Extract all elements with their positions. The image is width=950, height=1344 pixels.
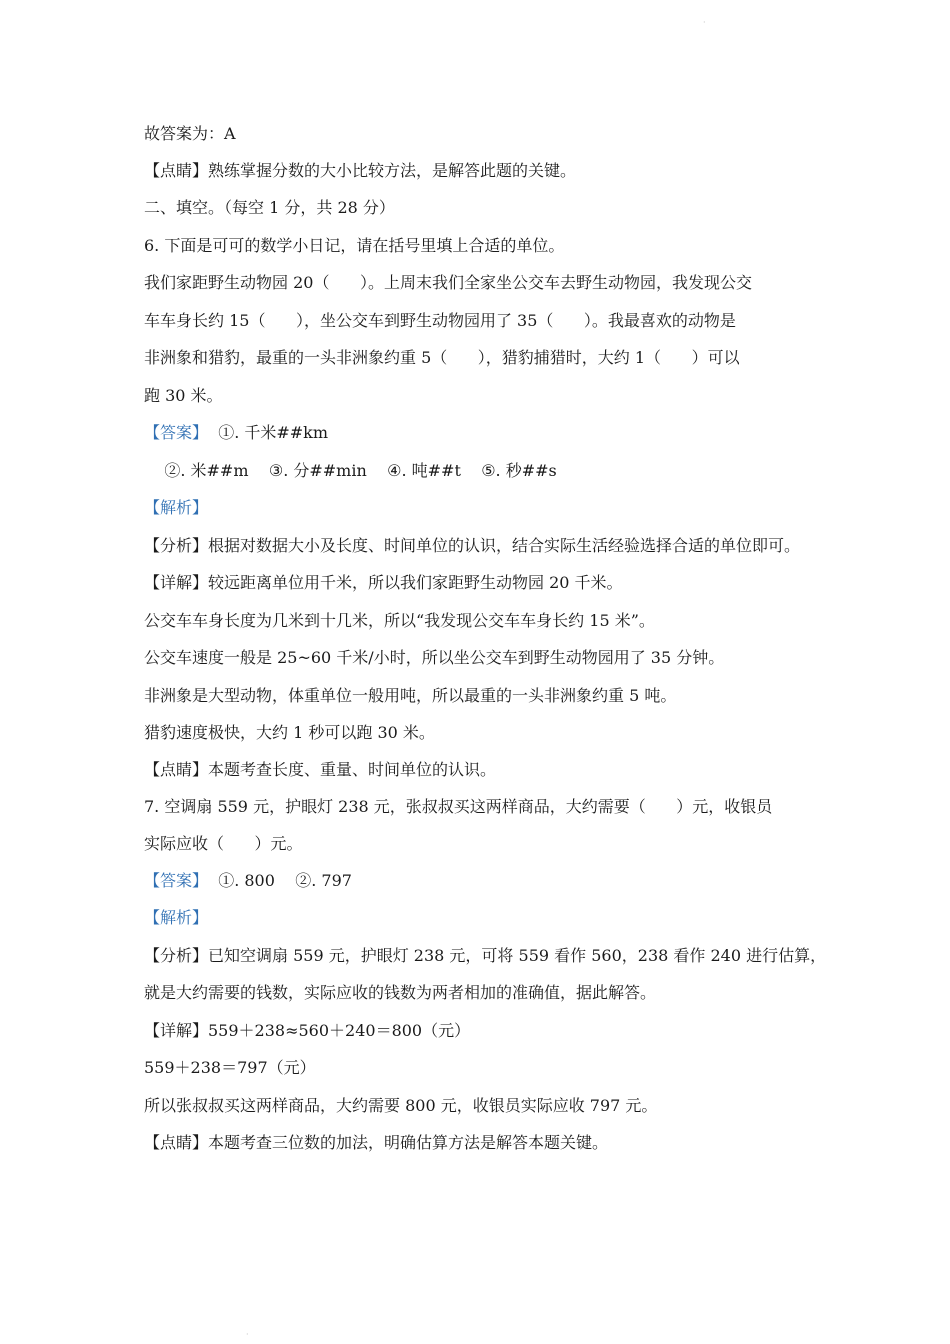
answer-row-6 <box>144 422 328 444</box>
answer-label: 【答案】 <box>144 871 209 890</box>
question-7-title: 7. 空调扇 559 元，护眼灯 238 元，张叔叔买这两样商品，大约需要（ ）元，收银员 <box>144 797 773 816</box>
text-line: 【点睛】熟练掌握分数的大小比较方法，是解答此题的关键。 <box>144 161 577 180</box>
answer-label: 【答案】 <box>144 423 209 442</box>
page-mark: · <box>703 18 706 27</box>
text-line: 故答案为：A <box>144 124 236 143</box>
page-mark: · <box>246 1330 249 1339</box>
section-heading: 二、填空。（每空 1 分，共 28 分） <box>144 198 395 217</box>
text-line: 【点睛】本题考查长度、重量、时间单位的认识。 <box>144 760 497 779</box>
text-line: 车车身长约 15（ ），坐公交车到野生动物园用了 35（ ）。我最喜欢的动物是 <box>144 311 736 330</box>
text-line: 【分析】根据对数据大小及长度、时间单位的认识，结合实际生活经验选择合适的单位即可。 <box>144 536 801 555</box>
text-line: 【详解】较远距离单位用千米，所以我们家距野生动物园 20 千米。 <box>144 573 623 592</box>
answer-text: ①. 千米##km <box>208 423 329 442</box>
question-6-title: 6. 下面是可可的数学小日记，请在括号里填上合适的单位。 <box>144 236 565 255</box>
text-line: 公交车车身长度为几米到十几米，所以“我发现公交车车身长约 15 米”。 <box>144 611 655 630</box>
text-line: 所以张叔叔买这两样商品，大约需要 800 元，收银员实际应收 797 元。 <box>144 1096 658 1115</box>
text-line: 非洲象和猎豹，最重的一头非洲象约重 5（ ），猎豹捕猎时，大约 1（ ）可以 <box>144 348 740 367</box>
text-line: 非洲象是大型动物，体重单位一般用吨，所以最重的一头非洲象约重 5 吨。 <box>144 686 677 705</box>
text-line: 我们家距野生动物园 20（ ）。上周末我们全家坐公交车去野生动物园，我发现公交 <box>144 273 752 292</box>
analysis-label: 【解析】 <box>144 498 209 517</box>
text-line: 【点睛】本题考查三位数的加法，明确估算方法是解答本题关键。 <box>144 1133 609 1152</box>
text-line: 跑 30 米。 <box>144 386 223 405</box>
text-line: 就是大约需要的钱数，实际应收的钱数为两者相加的准确值，据此解答。 <box>144 983 657 1002</box>
answer-text: ①. 800 ②. 797 <box>208 871 352 890</box>
text-line: 猎豹速度极快，大约 1 秒可以跑 30 米。 <box>144 723 435 742</box>
text-line: 公交车速度一般是 25~60 千米/小时，所以坐公交车到野生动物园用了 35 分钟。 <box>144 648 725 667</box>
text-line: 【分析】已知空调扇 559 元，护眼灯 238 元，可将 559 看作 560，238 看作 240 进行估算， <box>144 946 827 965</box>
text-line: 实际应收（ ）元。 <box>144 834 303 853</box>
text-line: 559＋238＝797（元） <box>144 1058 316 1077</box>
answer-row-7 <box>144 870 352 892</box>
answer-row-6-continued: ②. 米##m ③. 分##min ④. 吨##t ⑤. 秒##s <box>144 461 557 480</box>
analysis-label: 【解析】 <box>144 908 209 927</box>
text-line: 【详解】559＋238≈560＋240＝800（元） <box>144 1021 471 1040</box>
